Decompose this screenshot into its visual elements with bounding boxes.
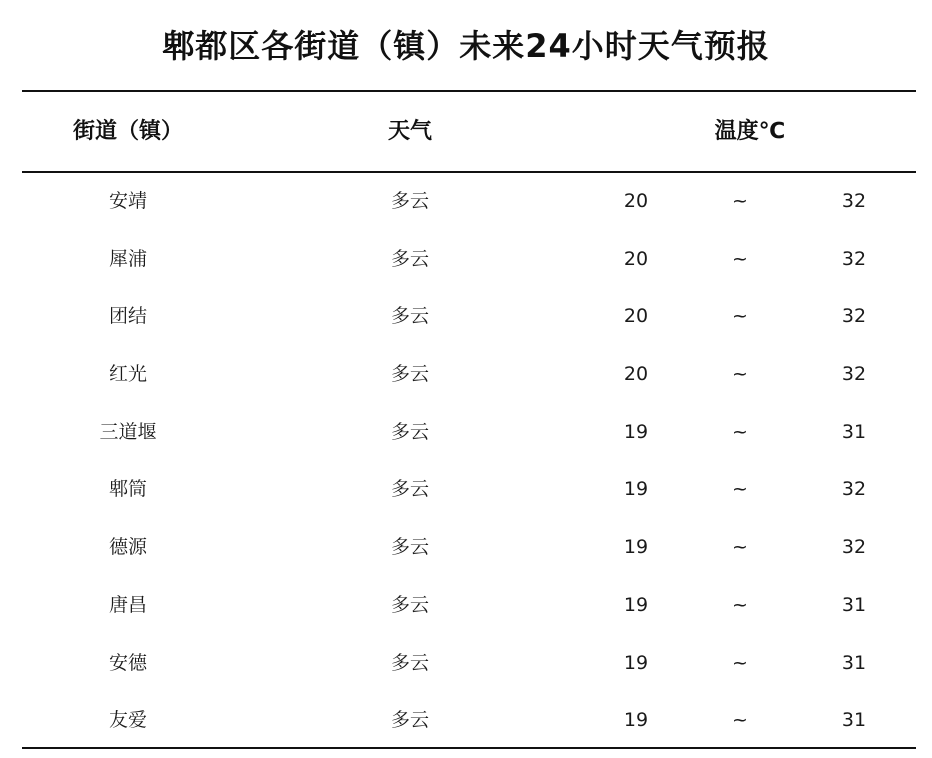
cell-temp-high: 31 bbox=[841, 420, 867, 443]
cell-temp-high: 31 bbox=[841, 709, 867, 732]
table-row bbox=[0, 635, 932, 693]
cell-temp-separator: ~ bbox=[732, 247, 748, 270]
cell-temp-low: 19 bbox=[623, 709, 649, 732]
cell-temp-separator: ~ bbox=[732, 709, 748, 732]
cell-temp-low: 20 bbox=[623, 363, 649, 386]
cell-temp-high: 31 bbox=[841, 593, 867, 616]
table-header bbox=[0, 92, 932, 171]
cell-temp-low: 19 bbox=[623, 420, 649, 443]
cell-street: 三道堰 bbox=[99, 420, 157, 443]
cell-temp-separator: ~ bbox=[732, 305, 748, 328]
cell-temp-high: 32 bbox=[841, 247, 867, 270]
cell-temp-high: 32 bbox=[841, 190, 867, 212]
table-row bbox=[0, 577, 932, 635]
cell-weather: 多云 bbox=[390, 536, 429, 559]
cell-weather: 多云 bbox=[390, 593, 429, 616]
cell-street: 犀浦 bbox=[108, 247, 147, 270]
cell-street: 红光 bbox=[108, 363, 147, 386]
table-row bbox=[0, 173, 932, 231]
table-row bbox=[0, 519, 932, 577]
table-row bbox=[0, 692, 932, 750]
cell-street: 郫筒 bbox=[108, 478, 147, 501]
cell-temp-high: 32 bbox=[841, 478, 867, 501]
cell-temp-separator: ~ bbox=[732, 363, 748, 386]
page-title: 郫都区各街道（镇）未来24小时天气预报 bbox=[162, 27, 770, 65]
cell-weather: 多云 bbox=[390, 363, 429, 386]
cell-street: 唐昌 bbox=[108, 593, 147, 616]
cell-temp-separator: ~ bbox=[732, 478, 748, 501]
table-row bbox=[0, 461, 932, 519]
cell-temp-high: 32 bbox=[841, 305, 867, 328]
cell-temp-separator: ~ bbox=[732, 536, 748, 559]
cell-weather: 多云 bbox=[390, 478, 429, 501]
cell-temp-low: 19 bbox=[623, 536, 649, 559]
cell-temp-low: 19 bbox=[623, 593, 649, 616]
table-row bbox=[0, 404, 932, 462]
table-row bbox=[0, 231, 932, 289]
cell-street: 团结 bbox=[108, 305, 147, 328]
header-temperature: 温度℃ bbox=[714, 119, 786, 144]
table-body bbox=[0, 173, 932, 750]
table-bottom-rule bbox=[22, 747, 916, 749]
cell-temp-high: 32 bbox=[841, 536, 867, 559]
table-row bbox=[0, 346, 932, 404]
cell-weather: 多云 bbox=[390, 651, 429, 674]
cell-temp-separator: ~ bbox=[732, 190, 748, 212]
cell-temp-low: 19 bbox=[623, 651, 649, 674]
cell-temp-high: 32 bbox=[841, 363, 867, 386]
cell-weather: 多云 bbox=[390, 305, 429, 328]
cell-temp-low: 20 bbox=[623, 190, 649, 212]
cell-temp-low: 19 bbox=[623, 478, 649, 501]
cell-street: 友爱 bbox=[108, 709, 147, 732]
cell-temp-high: 31 bbox=[841, 651, 867, 674]
header-street: 街道（镇） bbox=[72, 119, 183, 144]
cell-temp-separator: ~ bbox=[732, 651, 748, 674]
cell-temp-low: 20 bbox=[623, 247, 649, 270]
cell-temp-low: 20 bbox=[623, 305, 649, 328]
cell-street: 安靖 bbox=[108, 190, 147, 212]
cell-street: 安德 bbox=[108, 651, 147, 674]
cell-weather: 多云 bbox=[390, 247, 429, 270]
cell-weather: 多云 bbox=[390, 420, 429, 443]
table-row bbox=[0, 288, 932, 346]
header-weather: 天气 bbox=[387, 119, 432, 144]
cell-weather: 多云 bbox=[390, 190, 429, 212]
cell-street: 德源 bbox=[108, 536, 147, 559]
cell-weather: 多云 bbox=[390, 709, 429, 732]
cell-temp-separator: ~ bbox=[732, 420, 748, 443]
cell-temp-separator: ~ bbox=[732, 593, 748, 616]
